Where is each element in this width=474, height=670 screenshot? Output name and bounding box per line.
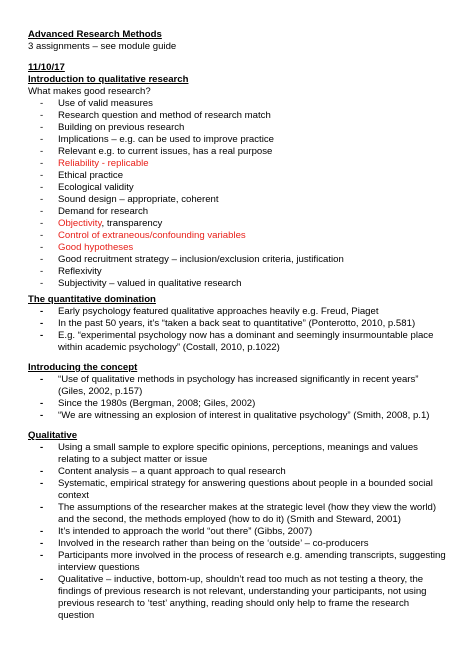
list-item-text: Early psychology featured qualitative approaches heavily e.g. Freud, Piaget bbox=[58, 306, 379, 317]
bullet-dash: - bbox=[40, 398, 44, 409]
bullet-dash: - bbox=[40, 502, 44, 513]
section-heading-quant: The quantitative domination bbox=[28, 294, 156, 305]
list-item-text: Good hypotheses bbox=[58, 242, 134, 253]
bullet-dash: - bbox=[40, 230, 44, 241]
list-item-text: Ecological validity bbox=[58, 182, 134, 193]
highlight-text: Objectivity bbox=[58, 218, 102, 229]
bullet-dash: - bbox=[40, 466, 44, 477]
bullet-dash: - bbox=[40, 98, 44, 109]
list-item-text: Sound design – appropriate, coherent bbox=[58, 194, 219, 205]
document-title: Advanced Research Methods bbox=[28, 29, 162, 40]
list-item-text: Systematic, empirical strategy for answering questions about people in a bounded social bbox=[58, 478, 433, 489]
list-item-text: previous research to ‘test’ anything, reading should only help to frame the research bbox=[58, 598, 410, 609]
bullet-dash: - bbox=[40, 318, 44, 329]
list-item-text-rest: , transparency bbox=[101, 218, 163, 229]
bullet-dash: - bbox=[40, 194, 44, 205]
list-item-text: Qualitative – inductive, bottom-up, shouldn’t read too much as not testing a theory, the bbox=[58, 574, 424, 585]
list-item-text: question bbox=[58, 610, 95, 621]
list-item-text: Implications – e.g. can be used to improve practice bbox=[58, 134, 274, 145]
bullet-dash: - bbox=[40, 442, 44, 453]
bullet-dash: - bbox=[40, 122, 44, 133]
bullet-dash: - bbox=[40, 206, 44, 217]
bullet-dash: - bbox=[40, 278, 44, 289]
bullet-dash: - bbox=[40, 550, 44, 561]
list-item-text: Since the 1980s (Bergman, 2008; Giles, 2002) bbox=[58, 398, 256, 409]
bullet-dash: - bbox=[40, 410, 44, 421]
section-date: 11/10/17 bbox=[28, 62, 65, 73]
list-item-text: Reflexivity bbox=[58, 266, 102, 277]
list-item-text: within academic psychology” (Costall, 2010, p.1022) bbox=[58, 342, 280, 353]
list-item-text: Research question and method of research match bbox=[58, 110, 271, 121]
list-item-text: In the past 50 years, it’s “taken a back seat to quantitative” (Ponterotto, 2010, p.581) bbox=[58, 318, 416, 329]
list-item-text: Control of extraneous/confounding variables bbox=[58, 230, 246, 241]
list-item-text: Good recruitment strategy – inclusion/exclusion criteria, justification bbox=[58, 254, 344, 265]
list-item-text: “Use of qualitative methods in psychology has increased significantly in recent years” bbox=[58, 374, 419, 385]
bullet-dash: - bbox=[40, 478, 44, 489]
list-item-text: and the second, the methods employed (how to do it) (Smith and Steward, 2001) bbox=[58, 514, 401, 525]
list-item-text: Involved in the research rather than being on the ‘outside’ – co-producers bbox=[58, 538, 369, 549]
list-item-text: Building on previous research bbox=[58, 122, 185, 133]
bullet-dash: - bbox=[40, 242, 44, 253]
list-item-text: Relevant e.g. to current issues, has a real purpose bbox=[58, 146, 273, 157]
bullet-dash: - bbox=[40, 306, 44, 317]
bullet-dash: - bbox=[40, 182, 44, 193]
list-item-text bbox=[58, 218, 162, 230]
list-item-text: relating to a subject matter or issue bbox=[58, 454, 208, 465]
list-item-text: Subjectivity – valued in qualitative research bbox=[58, 278, 242, 289]
section-heading-qualitative: Qualitative bbox=[28, 430, 78, 441]
bullet-dash: - bbox=[40, 574, 44, 585]
bullet-dash: - bbox=[40, 374, 44, 385]
list-item-text: Reliability - replicable bbox=[58, 158, 149, 169]
list-item-text: Ethical practice bbox=[58, 170, 124, 181]
bullet-dash: - bbox=[40, 330, 44, 341]
list-item-text: E.g. “experimental psychology now has a dominant and seemingly insurmountable place bbox=[58, 330, 434, 341]
list-item-text: Use of valid measures bbox=[58, 98, 153, 109]
bullet-dash: - bbox=[40, 266, 44, 277]
intro-question: What makes good research? bbox=[28, 86, 151, 97]
list-item-text: findings of previous research is not relevant, understanding your participants, not using bbox=[58, 586, 427, 597]
bullet-dash: - bbox=[40, 134, 44, 145]
list-item-text: Demand for research bbox=[58, 206, 149, 217]
bullet-dash: - bbox=[40, 218, 44, 229]
bullet-dash: - bbox=[40, 170, 44, 181]
section-heading-concept: Introducing the concept bbox=[28, 362, 138, 373]
list-item-text: (Giles, 2002, p.157) bbox=[58, 386, 143, 397]
list-item-text: context bbox=[58, 490, 89, 501]
bullet-dash: - bbox=[40, 110, 44, 121]
bullet-dash: - bbox=[40, 538, 44, 549]
bullet-dash: - bbox=[40, 146, 44, 157]
document-subtitle: 3 assignments – see module guide bbox=[28, 41, 177, 52]
list-item-text: interview questions bbox=[58, 562, 140, 573]
bullet-dash: - bbox=[40, 158, 44, 169]
list-item-text: Content analysis – a quant approach to qual research bbox=[58, 466, 286, 477]
section-heading-intro: Introduction to qualitative research bbox=[28, 74, 189, 85]
list-item-text: Participants more involved in the process of research e.g. amending transcripts, suggesting bbox=[58, 550, 446, 561]
list-item-text: “We are witnessing an explosion of interest in qualitative psychology” (Smith, 2008, p.1) bbox=[58, 410, 430, 421]
bullet-dash: - bbox=[40, 526, 44, 537]
list-item-text: It’s intended to approach the world “out there” (Gibbs, 2007) bbox=[58, 526, 313, 537]
list-item-text: Using a small sample to explore specific opinions, perceptions, meanings and values bbox=[58, 442, 418, 453]
list-item-text: The assumptions of the researcher makes at the strategic level (how they view the world) bbox=[58, 502, 437, 513]
bullet-dash: - bbox=[40, 254, 44, 265]
